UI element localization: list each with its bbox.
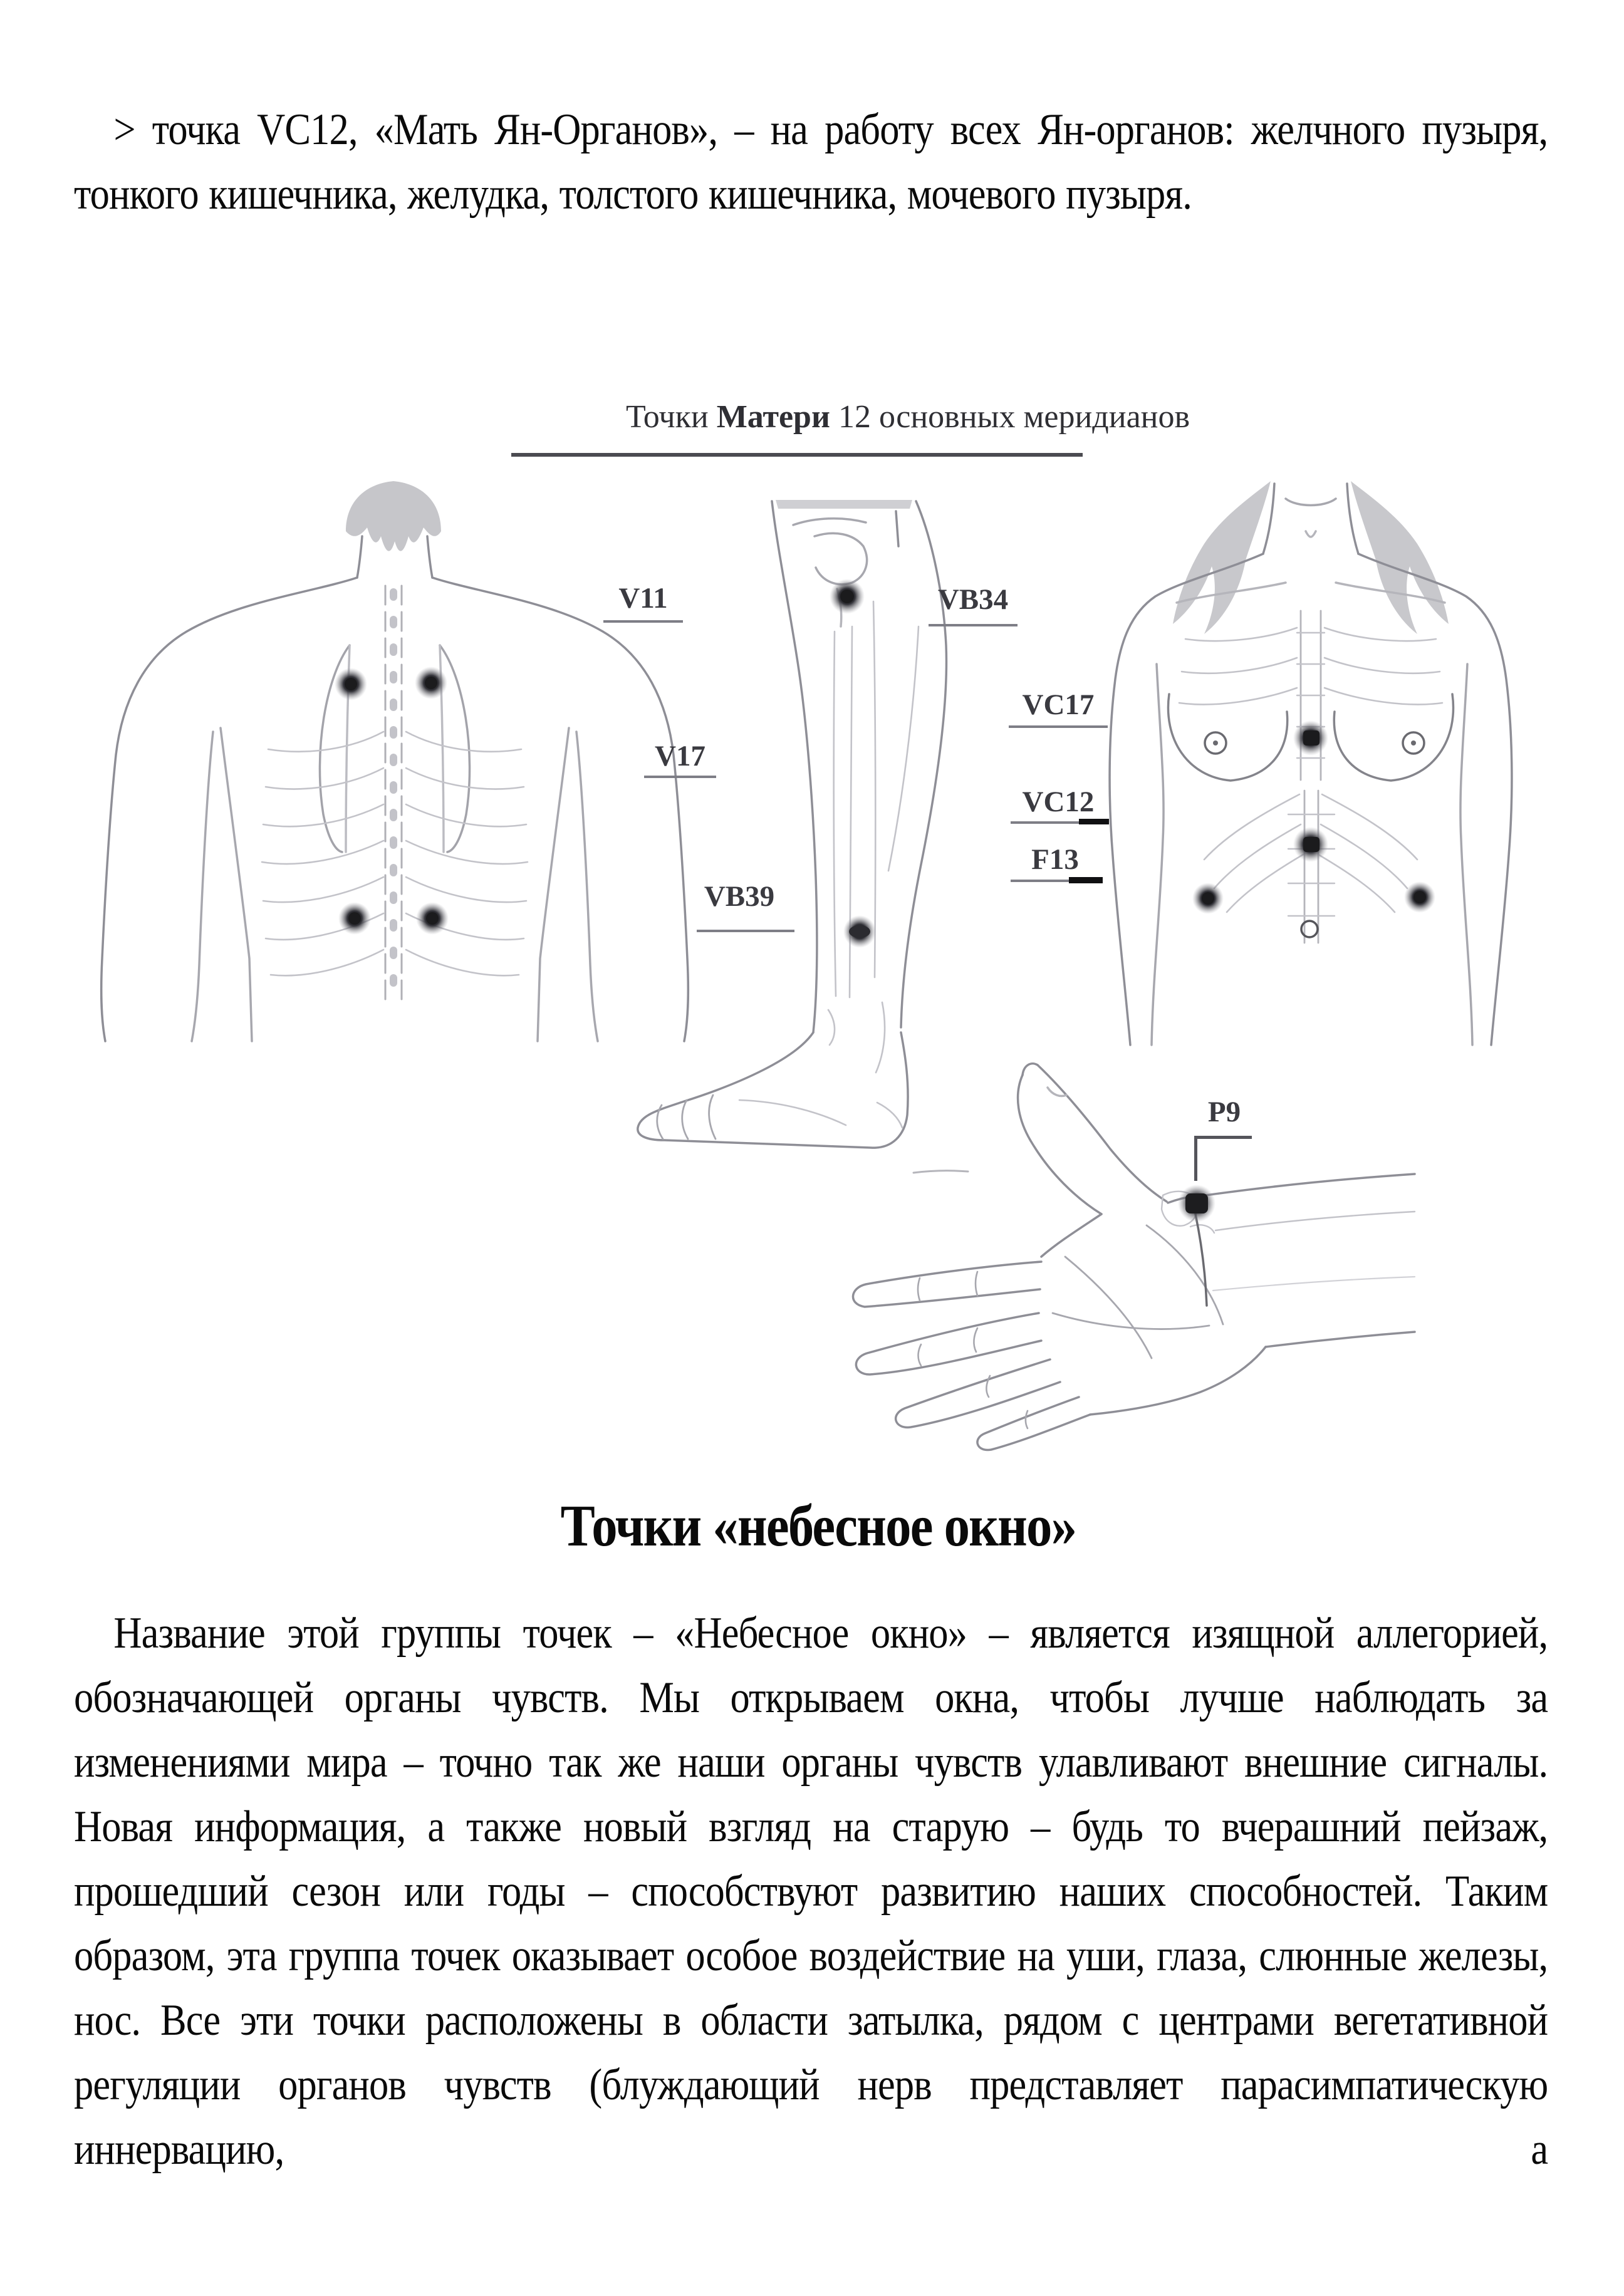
figure-title-suffix: 12 основных меридианов (830, 399, 1190, 435)
acupoint-dot-p9 (1178, 1185, 1215, 1222)
point-label-v11: V11 (618, 582, 668, 615)
figure-title-prefix: Точки (625, 399, 717, 435)
point-label-vc17: VC17 (1022, 688, 1095, 721)
label-underline-vb34 (929, 624, 1018, 626)
leader-tick-vc12 (1079, 819, 1109, 824)
label-underline-v11 (603, 620, 683, 623)
acupoint-dots-front (1192, 720, 1435, 914)
label-underline-v17 (644, 776, 716, 778)
figure-title-bold: Матери (716, 399, 830, 435)
label-underline-vb39 (697, 930, 794, 932)
section-heading: Точки «небесное окно» (560, 1493, 1076, 1559)
point-label-vc12: VC12 (1022, 786, 1095, 818)
point-label-p9: P9 (1207, 1096, 1241, 1128)
point-label-vb39: VB39 (704, 880, 775, 913)
point-label-vb34: VB34 (937, 583, 1009, 616)
point-label-v17: V17 (655, 740, 705, 772)
point-label-f13: F13 (1031, 843, 1079, 876)
back-torso-illustration (102, 481, 689, 1041)
leader-hline-p9 (1194, 1136, 1252, 1139)
hand-illustration (853, 1064, 1415, 1450)
leader-vline-p9 (1194, 1136, 1197, 1181)
front-torso-illustration (1110, 481, 1512, 1045)
paragraph-heavenly-window: Название этой группы точек – «Небесное окно» – является изящной аллегорией, обозначающей органы чувств. Мы открываем окна, чтобы лучше наблюдать за изменениями мира – точно так же наши органы чувств улавливают внешние сигналы. Новая информация, а также новый взгляд на старую – будь то вчерашний пейзаж, прошедший сезон или годы – способствуют развитию наших способностей. Таким образом, эта группа точек оказывает особое воздействие на уши, глаза, слюнные железы, нос. Все эти точки расположены в области затылка, рядом с центрами вегетативной регуляции органов чувств (блуждающий нерв представляет парасимпатическую иннервацию, а (74, 1609, 1548, 2174)
lower-leg-illustration (638, 500, 968, 1173)
leader-tick-f13 (1069, 877, 1103, 883)
label-underline-vc17 (1009, 725, 1108, 728)
paragraph-yang-organs: > точка VC12, «Мать Ян-Органов», – на работу всех Ян-органов: желчного пузыря, тонкого кишечника, желудка, толстого кишечника, мочевого пузыря. (74, 105, 1548, 219)
